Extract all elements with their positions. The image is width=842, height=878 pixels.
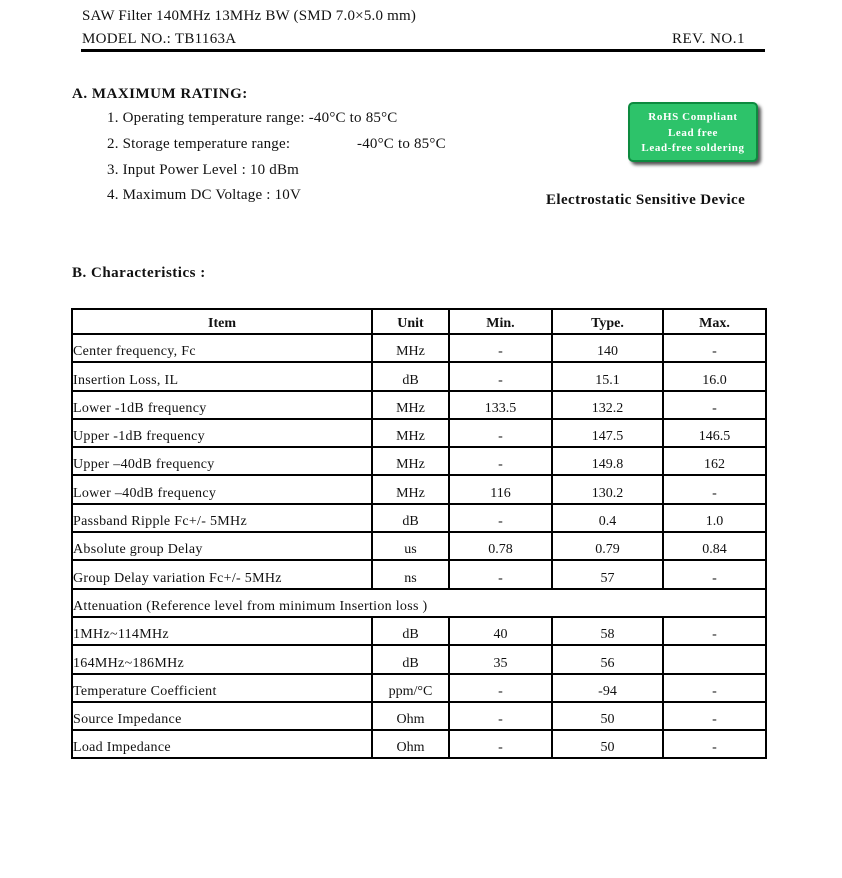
cell-unit: dB <box>372 645 449 673</box>
cell-unit: MHz <box>372 419 449 447</box>
cell-unit: us <box>372 532 449 560</box>
cell-item: Center frequency, Fc <box>72 334 372 362</box>
table-row <box>72 589 766 617</box>
cell-max: 16.0 <box>663 362 766 390</box>
table-row <box>72 334 766 362</box>
document-title: SAW Filter 140MHz 13MHz BW (SMD 7.0×5.0 mm) <box>82 8 417 24</box>
cell-max: - <box>663 391 766 419</box>
table-row <box>72 560 766 588</box>
rating-label: 3. Input Power Level : 10 dBm <box>107 162 300 178</box>
cell-unit: Ohm <box>372 730 449 758</box>
cell-min: - <box>449 674 552 702</box>
rohs-line-1: RoHS Compliant <box>648 111 738 123</box>
cell-type: 130.2 <box>552 475 663 503</box>
rating-item <box>107 136 446 153</box>
cell-min: - <box>449 419 552 447</box>
cell-min: 35 <box>449 645 552 673</box>
cell-unit: MHz <box>372 334 449 362</box>
cell-type: 149.8 <box>552 447 663 475</box>
cell-max: - <box>663 730 766 758</box>
cell-unit: dB <box>372 362 449 390</box>
cell-item: Group Delay variation Fc+/- 5MHz <box>72 560 372 588</box>
cell-min: - <box>449 702 552 730</box>
cell-item: Lower -1dB frequency <box>72 391 372 419</box>
rating-item <box>107 110 398 127</box>
cell-max: 146.5 <box>663 419 766 447</box>
table-row <box>72 645 766 673</box>
cell-min: 0.78 <box>449 532 552 560</box>
table-row <box>72 447 766 475</box>
cell-type: 50 <box>552 702 663 730</box>
table-row <box>72 532 766 560</box>
cell-min: - <box>449 504 552 532</box>
characteristics-table <box>71 308 767 759</box>
cell-type: 50 <box>552 730 663 758</box>
rating-label: 2. Storage temperature range: <box>107 136 291 152</box>
cell-min: 116 <box>449 475 552 503</box>
esd-label: Electrostatic Sensitive Device <box>546 192 746 208</box>
cell-max: 1.0 <box>663 504 766 532</box>
attenuation-note: Attenuation (Reference level from minimum Insertion loss ) <box>72 589 766 617</box>
header-divider <box>81 49 765 52</box>
table-body-secondary <box>72 617 766 758</box>
cell-type: -94 <box>552 674 663 702</box>
col-header-type: Type. <box>552 309 663 334</box>
cell-min: - <box>449 730 552 758</box>
rohs-badge <box>628 102 758 162</box>
col-header-item: Item <box>72 309 372 334</box>
cell-unit: dB <box>372 504 449 532</box>
cell-min: 40 <box>449 617 552 645</box>
cell-max: - <box>663 334 766 362</box>
cell-min: - <box>449 560 552 588</box>
cell-item: Insertion Loss, IL <box>72 362 372 390</box>
rating-item <box>107 187 301 204</box>
model-number: MODEL NO.: TB1163A <box>82 31 237 47</box>
cell-type: 15.1 <box>552 362 663 390</box>
cell-type: 57 <box>552 560 663 588</box>
cell-item: 164MHz~186MHz <box>72 645 372 673</box>
col-header-max: Max. <box>663 309 766 334</box>
cell-max: - <box>663 702 766 730</box>
table-header-row <box>72 309 766 334</box>
table-row <box>72 730 766 758</box>
rating-label: 1. Operating temperature range: -40°C to 85°C <box>107 110 398 126</box>
max-rating-heading: A. MAXIMUM RATING: <box>72 86 248 102</box>
cell-item: 1MHz~114MHz <box>72 617 372 645</box>
table-body-main <box>72 334 766 589</box>
cell-type: 0.4 <box>552 504 663 532</box>
rating-item <box>107 162 299 179</box>
cell-type: 58 <box>552 617 663 645</box>
cell-min: - <box>449 334 552 362</box>
cell-item: Source Impedance <box>72 702 372 730</box>
cell-min: 133.5 <box>449 391 552 419</box>
cell-unit: Ohm <box>372 702 449 730</box>
rating-label: 4. Maximum DC Voltage : 10V <box>107 187 302 203</box>
table-row <box>72 674 766 702</box>
table-body-attenuation <box>72 589 766 617</box>
cell-unit: ns <box>372 560 449 588</box>
cell-max <box>663 645 766 673</box>
table-row <box>72 475 766 503</box>
rohs-line-3: Lead-free soldering <box>641 142 745 154</box>
cell-item: Load Impedance <box>72 730 372 758</box>
table-row <box>72 617 766 645</box>
cell-min: - <box>449 447 552 475</box>
cell-type: 132.2 <box>552 391 663 419</box>
cell-max: - <box>663 560 766 588</box>
cell-item: Upper –40dB frequency <box>72 447 372 475</box>
cell-type: 56 <box>552 645 663 673</box>
cell-unit: dB <box>372 617 449 645</box>
cell-type: 0.79 <box>552 532 663 560</box>
cell-max: 162 <box>663 447 766 475</box>
characteristics-heading: B. Characteristics : <box>72 265 206 281</box>
col-header-min: Min. <box>449 309 552 334</box>
table-row <box>72 702 766 730</box>
cell-unit: MHz <box>372 475 449 503</box>
cell-unit: MHz <box>372 391 449 419</box>
table-row <box>72 362 766 390</box>
rating-value: -40°C to 85°C <box>357 136 446 152</box>
cell-max: - <box>663 674 766 702</box>
cell-min: - <box>449 362 552 390</box>
cell-unit: MHz <box>372 447 449 475</box>
cell-max: 0.84 <box>663 532 766 560</box>
cell-max: - <box>663 475 766 503</box>
col-header-unit: Unit <box>372 309 449 334</box>
cell-item: Upper -1dB frequency <box>72 419 372 447</box>
table-row <box>72 419 766 447</box>
rohs-line-2: Lead free <box>667 126 719 139</box>
revision-number: REV. NO.1 <box>672 31 745 47</box>
cell-max: - <box>663 617 766 645</box>
cell-item: Passband Ripple Fc+/- 5MHz <box>72 504 372 532</box>
cell-type: 147.5 <box>552 419 663 447</box>
cell-unit: ppm/°C <box>372 674 449 702</box>
cell-item: Temperature Coefficient <box>72 674 372 702</box>
cell-type: 140 <box>552 334 663 362</box>
cell-item: Lower –40dB frequency <box>72 475 372 503</box>
table-row <box>72 504 766 532</box>
cell-item: Absolute group Delay <box>72 532 372 560</box>
table-row <box>72 391 766 419</box>
